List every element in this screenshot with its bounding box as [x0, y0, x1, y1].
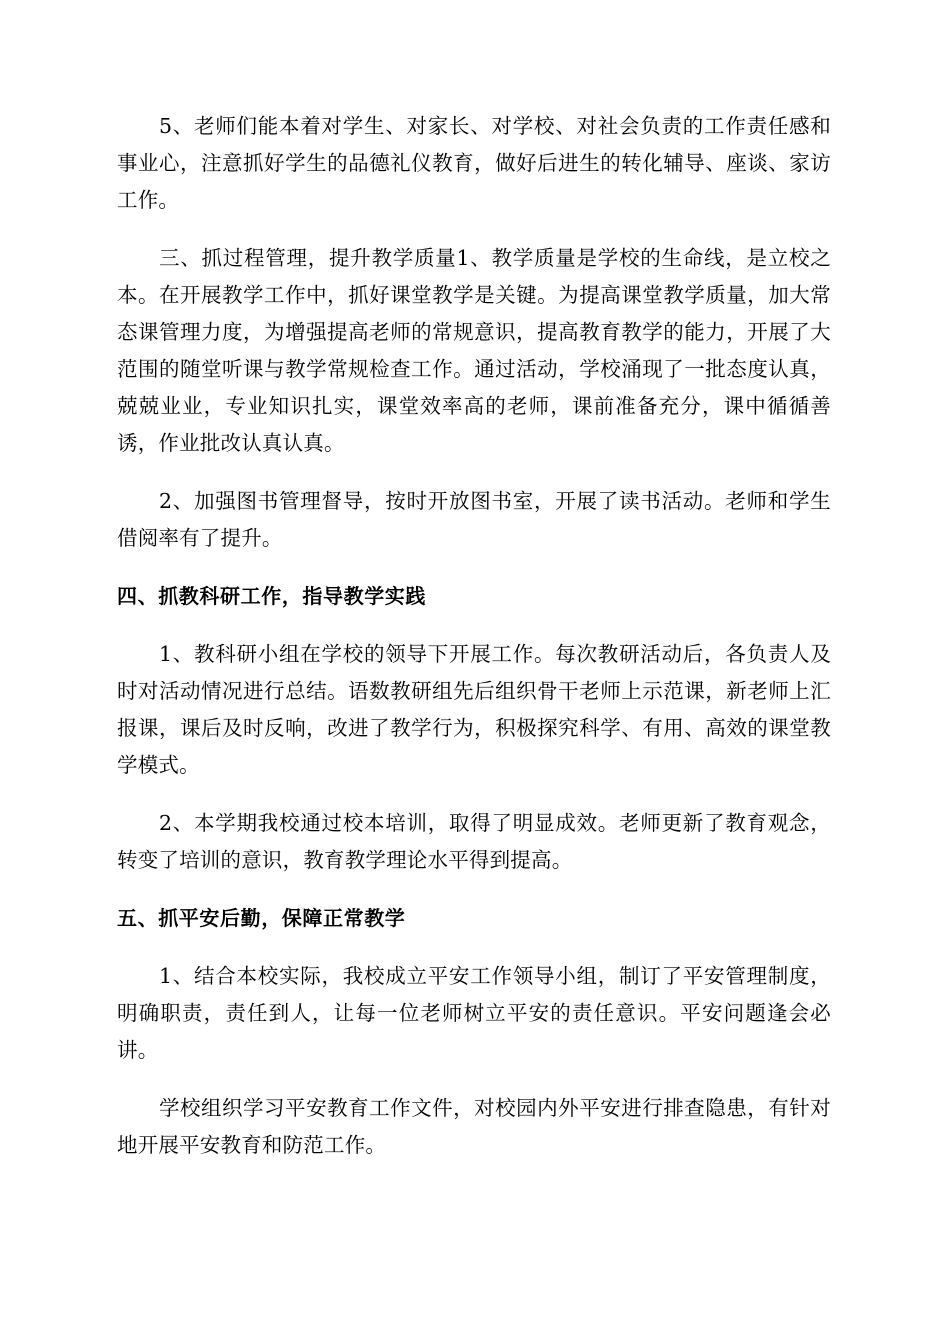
paragraph-library-management: 2、加强图书管理督导，按时开放图书室，开展了读书活动。老师和学生借阅率有了提升。: [117, 489, 831, 550]
paragraph-safety-education: 学校组织学习平安教育工作文件，对校园内外平安进行排查隐患，有针对地开展平安教育和防范工作。: [117, 1096, 831, 1157]
paragraph-school-training: 2、本学期我校通过校本培训，取得了明显成效。老师更新了教育观念，转变了培训的意识，教育教学理论水平得到提高。: [117, 811, 831, 872]
paragraph-safety-group: 1、结合本校实际，我校成立平安工作领导小组，制订了平安管理制度，明确职责，责任到人，让每一位老师树立平安的责任意识。平安问题逢会必讲。: [117, 964, 831, 1062]
section-heading-research: 四、抓教科研工作，指导教学实践: [117, 584, 426, 608]
paragraph-process-management: 三、抓过程管理，提升教学质量1、教学质量是学校的生命线，是立校之本。在开展教学工作中，抓好课堂教学是关键。为提高课堂教学质量，加大常态课管理力度，为增强提高老师的常规意识，提高教育教学的能力，开展了大范围的随堂听课与教学常规检查工作。通过活动，学校涌现了一批态度认真，兢兢业业，专业知识扎实，课堂效率高的老师，课前准备充分，课中循循善诱，作业批改认真认真。: [117, 246, 831, 455]
paragraph-research-group: 1、教科研小组在学校的领导下开展工作。每次教研活动后，各负责人及时对活动情况进行总结。语数教研组先后组织骨干老师上示范课，新老师上汇报课，课后及时反响，改进了教学行为，积极探究科学、有用、高效的课堂教学模式。: [117, 642, 831, 777]
paragraph-teacher-responsibility: 5、老师们能本着对学生、对家长、对学校、对社会负责的工作责任感和事业心，注意抓好学生的品德礼仪教育，做好后进生的转化辅导、座谈、家访工作。: [117, 114, 831, 212]
document-body: [117, 108, 831, 1185]
section-heading-safety: 五、抓平安后勤，保障正常教学: [117, 906, 406, 930]
